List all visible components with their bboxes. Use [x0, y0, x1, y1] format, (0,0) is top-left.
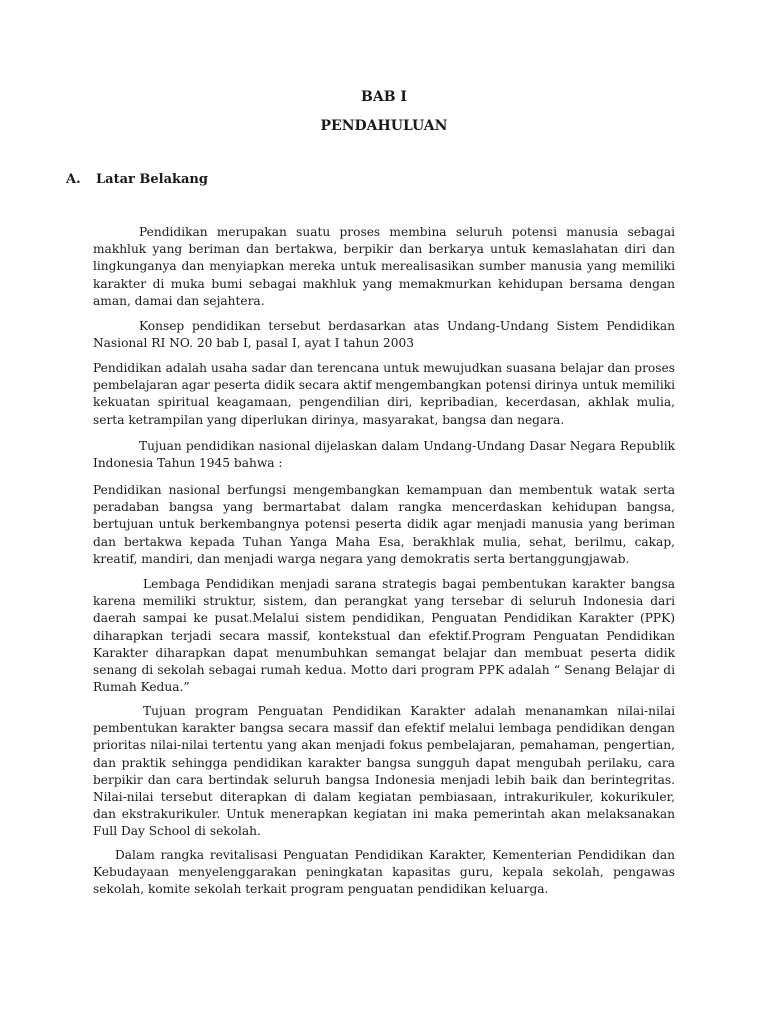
paragraph-1: Pendidikan merupakan suatu proses membina seluruh potensi manusia sebagai makhluk yang beriman dan bertakwa, berpikir dan berkarya untuk kemaslahatan diri dan lingkunganya dan menyiapkan mereka untuk merealisasikan sumber manusia yang memiliki karakter di muka bumi sebagai makhluk yang memakmurkan kehidupan bersama dengan aman, damai dan sejahtera. — [93, 225, 675, 308]
paragraph-2: Konsep pendidikan tersebut berdasarkan atas Undang-Undang Sistem Pendidikan Nasional RI NO. 20 bab I, pasal I, ayat I tahun 2003 — [93, 319, 675, 351]
section-heading — [66, 172, 208, 187]
section-title: Latar Belakang — [96, 172, 208, 187]
paragraph-7: Tujuan program Penguatan Pendidikan Karakter adalah menanamkan nilai-nilai pembentukan karakter bangsa secara massif dan efektif melalui lembaga pendidikan dengan prioritas nilai-nilai tertentu yang akan menjadi fokus pembelajaran, pemahaman, pengertian, dan praktik sehingga pendidikan karakter bangsa sungguh dapat mengubah perilaku, cara berpikir dan cara bertindak seluruh bangsa Indonesia menjadi lebih baik dan berintegritas. Nilai-nilai tersebut diterapkan di dalam kegiatan pembiasaan, intrakurikuler, kokurikuler, dan ekstrakurikuler. Untuk menerapkan kegiatan ini maka pemerintah akan melaksanakan Full Day School di sekolah. — [93, 704, 675, 839]
paragraph-4: Tujuan pendidikan nasional dijelaskan dalam Undang-Undang Dasar Negara Republik Indonesia Tahun 1945 bahwa : — [93, 439, 675, 471]
paragraph-8: Dalam rangka revitalisasi Penguatan Pendidikan Karakter, Kementerian Pendidikan dan Kebudayaan menyelenggarakan peningkatan kapasitas guru, kepala sekolah, pengawas sekolah, komite sekolah terkait program penguatan pendidikan keluarga. — [93, 848, 675, 897]
paragraph-3: Pendidikan adalah usaha sadar dan terencana untuk mewujudkan suasana belajar dan proses pembelajaran agar peserta didik secara aktif mengembangkan potensi dirinya untuk memiliki kekuatan spiritual keagamaan, pengendilian diri, kepribadian, kecerdasan, akhlak mulia, serta ketrampilan yang diperlukan dirinya, masyarakat, bangsa dan negara. — [93, 361, 675, 427]
chapter-label: BAB I — [361, 89, 407, 105]
chapter-title: PENDAHULUAN — [320, 118, 448, 134]
paragraph-5: Pendidikan nasional berfungsi mengembangkan kemampuan dan membentuk watak serta peradaban bangsa yang bermartabat dalam rangka mencerdaskan kehidupan bangsa, bertujuan untuk berkembangnya potensi peserta didik agar menjadi manusia yang beriman dan bertakwa kepada Tuhan Yanga Maha Esa, berakhlak mulia, sehat, berilmu, cakap, kreatif, mandiri, dan menjadi warga negara yang demokratis serta bertanggungjawab. — [93, 483, 675, 566]
paragraph-6: Lembaga Pendidikan menjadi sarana strategis bagai pembentukan karakter bangsa karena memiliki struktur, sistem, dan perangkat yang tersebar di seluruh Indonesia dari daerah sampai ke pusat.Melalui sistem pendidikan, Penguatan Pendidikan Karakter (PPK) diharapkan terjadi secara massif, kontekstual dan efektif.Program Penguatan Pendidikan Karakter diharapkan dapat menumbuhkan semangat belajar dan membuat peserta didik senang di sekolah sebagai rumah kedua. Motto dari program PPK adalah “ Senang Belajar di Rumah Kedua.” — [93, 577, 675, 695]
section-letter: A. — [66, 172, 81, 187]
